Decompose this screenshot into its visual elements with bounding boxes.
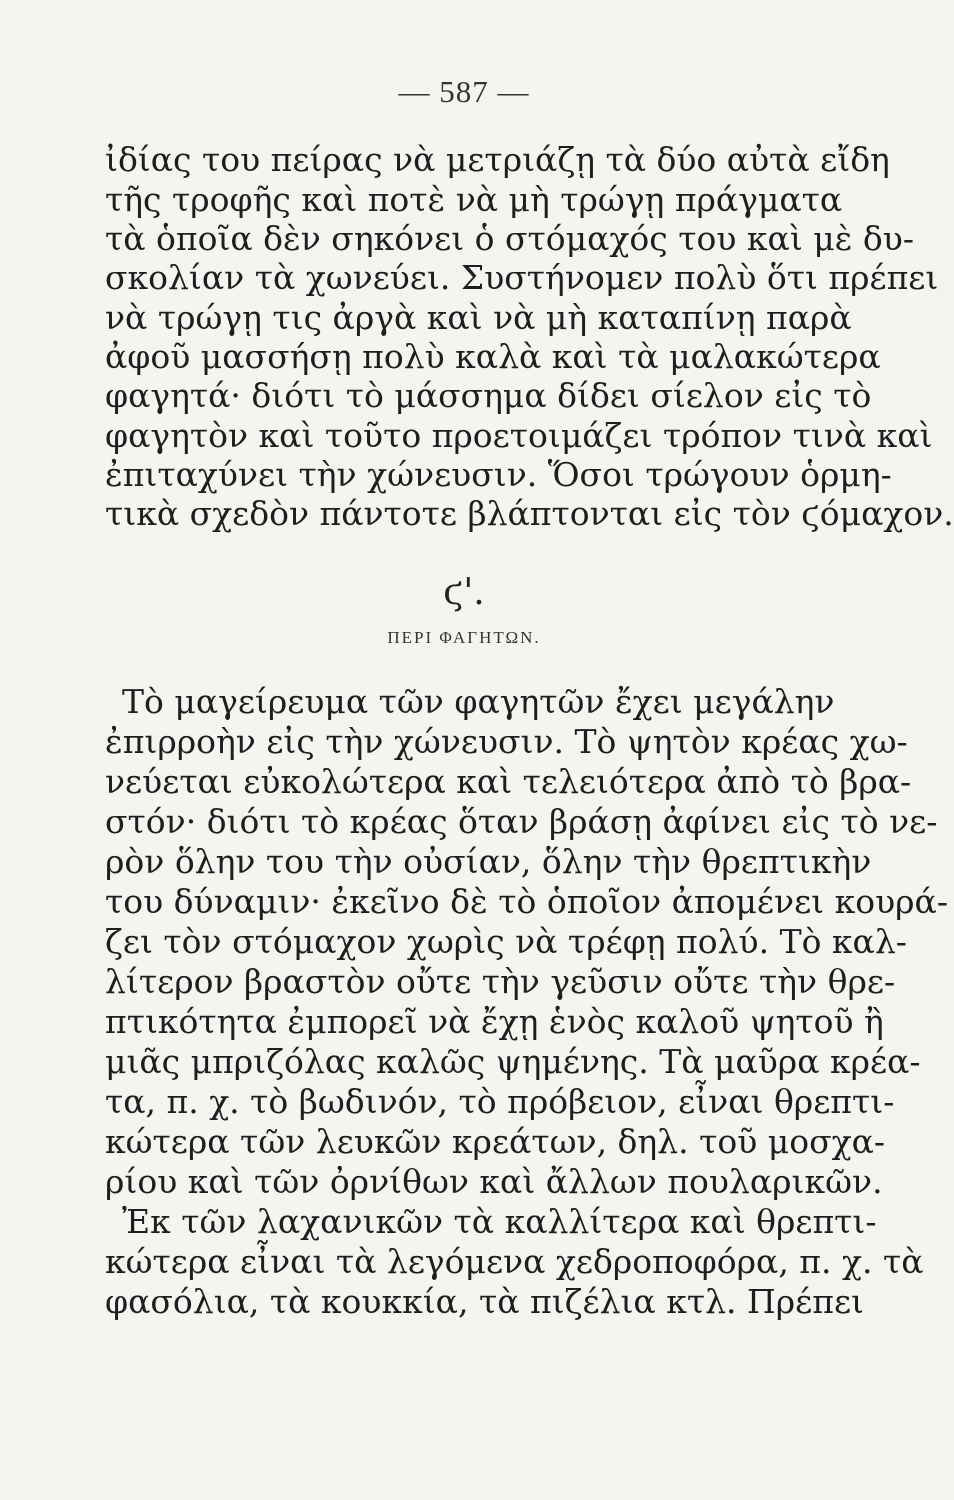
text-line: κώτερα τῶν λευκῶν κρεάτων, δηλ. τοῦ μοσχα-: [105, 1122, 886, 1161]
section-heading: ΠΕΡΙ ΦΑΓΗΤΩΝ.: [387, 628, 541, 647]
text-line: κώτερα εἶναι τὰ λεγόμενα χεδροποφόρα, π. χ. τὰ: [105, 1242, 924, 1281]
text-line: ρίου καὶ τῶν ὀρνίθων καὶ ἄλλων πουλαρικῶν.: [105, 1162, 883, 1201]
text-line: νὰ τρώγῃ τις ἀργὰ καὶ νὰ μὴ καταπίνῃ παρὰ: [105, 298, 852, 337]
text-line: σκολίαν τὰ χωνεύει. Συστήνομεν πολὺ ὅτι πρέπει: [105, 258, 939, 297]
text-line: μιᾶς μπριζόλας καλῶς ψημένης. Τὰ μαῦρα κρέα-: [105, 1042, 921, 1081]
section-mark: ϛ'.: [443, 572, 485, 613]
text-line: Τὸ μαγείρευμα τῶν φαγητῶν ἔχει μεγάλην: [122, 682, 835, 721]
text-line: τικὰ σχεδὸν πάντοτε βλάπτονται εἰς τὸν ϛόμαχον.: [105, 494, 954, 533]
text-line: ἐπιταχύνει τὴν χώνευσιν. Ὅσοι τρώγουν ὁρμη-: [105, 455, 892, 494]
text-line: φασόλια, τὰ κουκκία, τὰ πιζέλια κτλ. Πρέπει: [105, 1282, 864, 1321]
text-line: του δύναμιν· ἐκεῖνο δὲ τὸ ὁποῖον ἀπομένει κουρά-: [105, 882, 948, 921]
text-line: ζει τὸν στόμαχον χωρὶς νὰ τρέφῃ πολύ. Τὸ καλ-: [105, 922, 907, 961]
page-number: — 587 —: [398, 74, 530, 109]
text-line: τὰ ὁποῖα δὲν σηκόνει ὁ στόμαχός του καὶ μὲ δυ-: [105, 219, 914, 258]
text-line: ἰδίας του πείρας νὰ μετριάζῃ τὰ δύο αὐτὰ εἴδη: [105, 140, 890, 179]
text-line: ἀφοῦ μασσήσῃ πολὺ καλὰ καὶ τὰ μαλακώτερα: [105, 337, 881, 376]
text-line: τα, π. χ. τὸ βωδινόν, τὸ πρόβειον, εἶναι θρεπτι-: [105, 1082, 895, 1121]
text-line: πτικότητα ἐμπορεῖ νὰ ἔχῃ ἑνὸς καλοῦ ψητοῦ ἢ: [105, 1002, 884, 1041]
text-line: νεύεται εὐκολώτερα καὶ τελειότερα ἀπὸ τὸ βρα-: [105, 762, 912, 801]
text-line: λίτερον βραστὸν οὔτε τὴν γεῦσιν οὔτε τὴν θρε-: [105, 962, 896, 1001]
text-line: ρὸν ὅλην του τὴν οὐσίαν, ὅλην τὴν θρεπτικὴν: [105, 842, 872, 881]
text-line: Ἐκ τῶν λαχανικῶν τὰ καλλίτερα καὶ θρεπτι-: [122, 1202, 877, 1241]
text-line: φαγητὸν καὶ τοῦτο προετοιμάζει τρόπον τινὰ καὶ: [105, 416, 933, 455]
text-line: ἐπιρροὴν εἰς τὴν χώνευσιν. Τὸ ψητὸν κρέας χω-: [105, 722, 908, 761]
text-line: φαγητά· διότι τὸ μάσσημα δίδει σίελον εἰς τὸ: [105, 376, 872, 415]
text-line: στόν· διότι τὸ κρέας ὅταν βράσῃ ἀφίνει εἰς τὸ νε-: [105, 802, 938, 841]
text-line: τῆς τροφῆς καὶ ποτὲ νὰ μὴ τρώγῃ πράγματα: [105, 180, 843, 219]
